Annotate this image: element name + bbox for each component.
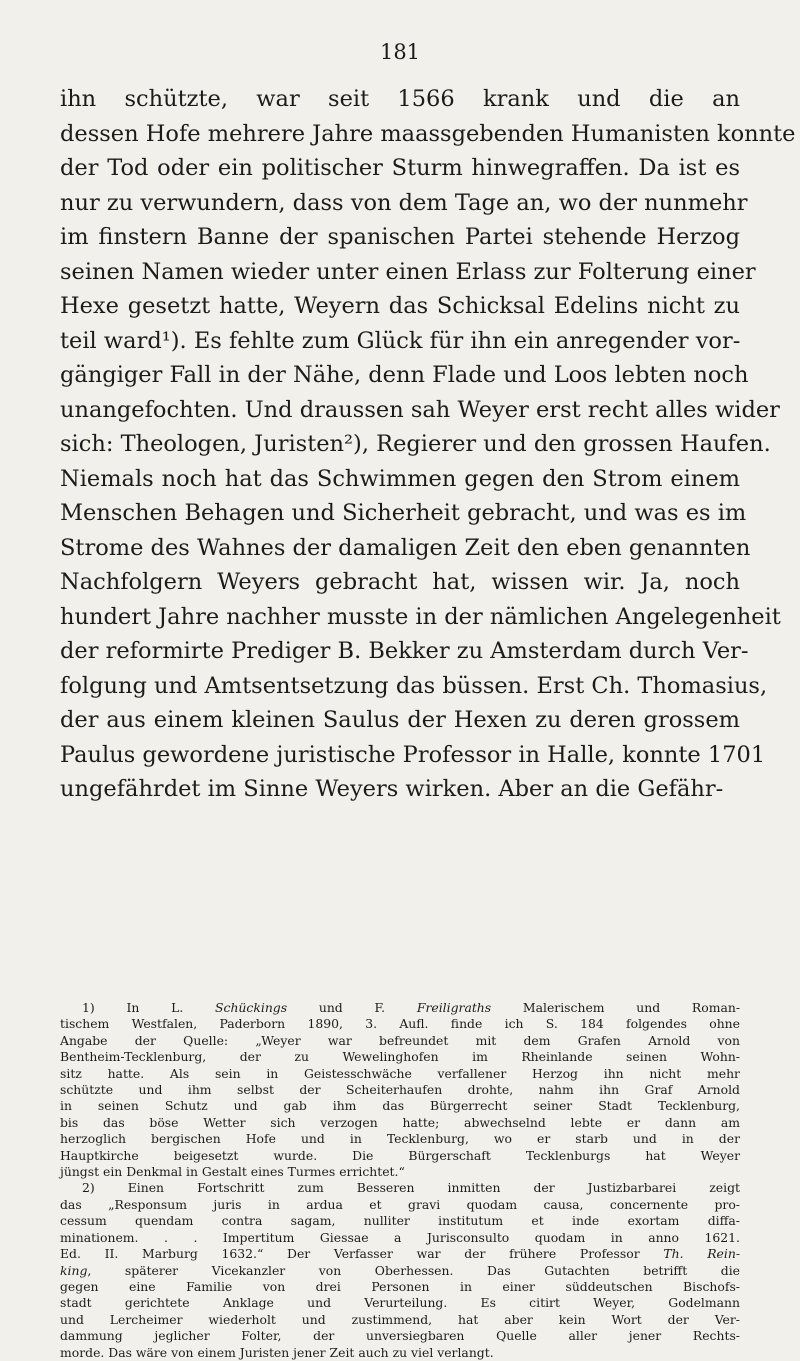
body-line: Menschen Behagen und Sicherheit gebracht, und was es im <box>60 500 747 526</box>
body-line: seinen Namen wieder unter einen Erlass zur Folterung einer <box>60 258 756 285</box>
footnote-2-line <box>60 1246 740 1262</box>
body-line: der Tod oder ein politischer Sturm hinwegraffen. Da ist es <box>60 155 740 181</box>
footnote-1-line: Hauptkirche beigesetzt wurde. Die Bürgerschaft Tecklenburgs hat Weyer <box>60 1147 740 1163</box>
footnote-2-line: stadt gerichtete Anklage und Verurteilung. Es citirt Weyer, Godelmann <box>60 1295 740 1311</box>
footnote-text: , späterer Vicekanzler von Oberhessen. Das Gutachten betrifft die <box>87 1262 740 1278</box>
footnote-1-line: in seinen Schutz und gab ihm das Bürgerrecht seiner Stadt Tecklenburg, <box>60 1098 740 1114</box>
footnote-author: king <box>60 1262 88 1278</box>
body-line: unangefochten. Und draussen sah Weyer erst recht alles wider <box>60 396 780 423</box>
footnote-text: Malerischem und Roman- <box>491 1000 741 1015</box>
body-line: ungefährdet im Sinne Weyers wirken. Aber an die Gefähr- <box>60 776 724 802</box>
footnote-1-line: jüngst ein Denkmal in Gestalt eines Turmes errichtet.“ <box>60 1164 405 1180</box>
body-line: folgung und Amtsentsetzung das büssen. Erst Ch. Thomasius, <box>60 672 768 699</box>
footnote-2-line <box>60 1263 740 1279</box>
footnote-text: Ed. II. Marburg 1632.“ Der Verfasser war der frühere Professor <box>60 1246 664 1262</box>
footnote-1-line: Bentheim-Tecklenburg, der zu Wewelinghofen im Rheinlande seinen Wohn- <box>60 1049 740 1065</box>
footnote-author: Schückings <box>215 1000 288 1015</box>
footnote-1-line: Angabe der Quelle: „Weyer war befreundet mit dem Grafen Arnold von <box>60 1032 740 1048</box>
footnote-1-line: schützte und ihm selbst der Scheiterhaufen drohte, nahm ihn Graf Arnold <box>60 1082 740 1098</box>
footnote-author: Th. Rein- <box>663 1246 741 1262</box>
footnote-1-line: sitz hatte. Als sein in Geistesschwäche verfallener Herzog ihn nicht mehr <box>60 1065 740 1081</box>
footnote-2-line: minationem. . . Impertitum Giessae a Jurisconsulto quodam in anno 1621. <box>60 1229 740 1245</box>
page-number: 181 <box>379 40 421 64</box>
body-line: der reformirte Prediger B. Bekker zu Amsterdam durch Ver- <box>60 638 749 664</box>
body-line: Nachfolgern Weyers gebracht hat, wissen wir. Ja, noch <box>60 569 740 595</box>
body-line: ihn schützte, war seit 1566 krank und die an <box>60 86 740 112</box>
body-line: dessen Hofe mehrere Jahre maassgebenden Humanisten konnte <box>60 120 796 147</box>
body-line: Strome des Wahnes der damaligen Zeit den eben genannten <box>60 534 751 561</box>
body-line: Niemals noch hat das Schwimmen gegen den Strom einem <box>60 465 740 492</box>
footnotes <box>60 1000 740 1361</box>
body-line: der aus einem kleinen Saulus der Hexen zu deren grossem <box>60 707 740 733</box>
footnote-2-line: und Lercheimer wiederholt und zustimmend, hat aber kein Wort der Ver- <box>60 1311 740 1327</box>
footnote-2-line: dammung jeglicher Folter, der unversiegbaren Quelle aller jener Rechts- <box>60 1328 740 1344</box>
footnote-1-line: tischem Westfalen, Paderborn 1890, 3. Aufl. finde ich S. 184 folgendes ohne <box>60 1016 740 1032</box>
body-line: nur zu verwundern, dass von dem Tage an, wo der nunmehr <box>60 189 748 216</box>
footnote-2-line: cessum quendam contra sagam, nulliter institutum et inde exortam diffa- <box>60 1213 740 1229</box>
body-line: sich: Theologen, Juristen²), Regierer und den grossen Haufen. <box>60 431 771 457</box>
footnote-1-line: bis das böse Wetter sich verzogen hatte; abwechselnd lebte er dann am <box>60 1114 740 1130</box>
footnote-text: und F. <box>287 1000 417 1015</box>
footnote-author: Freiligraths <box>416 1000 492 1015</box>
body-line: Hexe gesetzt hatte, Weyern das Schicksal Edelins nicht zu <box>60 293 740 319</box>
footnote-2-line: gegen eine Familie von drei Personen in einer süddeutschen Bischofs- <box>60 1278 740 1294</box>
footnote-1-line <box>60 1000 740 1016</box>
body-line: teil ward¹). Es fehlte zum Glück für ihn ein anregender vor- <box>60 327 741 354</box>
body-text <box>60 82 796 807</box>
body-line: Paulus gewordene juristische Professor in Halle, konnte 1701 <box>60 741 766 768</box>
body-line: im finstern Banne der spanischen Partei stehende Herzog <box>60 224 740 250</box>
body-line: hundert Jahre nachher musste in der nämlichen Angelegenheit <box>60 603 781 630</box>
body-line: gängiger Fall in der Nähe, denn Flade und Loos lebten noch <box>60 362 749 388</box>
footnote-2-line: 2) Einen Fortschritt zum Besseren inmitten der Justizbarbarei zeigt <box>82 1180 740 1196</box>
footnote-text: 1) In L. <box>82 1000 216 1015</box>
footnote-2-line: morde. Das wäre von einem Juristen jener Zeit auch zu viel verlangt. <box>60 1344 494 1360</box>
footnote-2-line: das „Responsum juris in ardua et gravi quodam causa, concernente pro- <box>60 1196 740 1212</box>
footnote-1-line: herzoglich bergischen Hofe und in Tecklenburg, wo er starb und in der <box>60 1131 740 1147</box>
